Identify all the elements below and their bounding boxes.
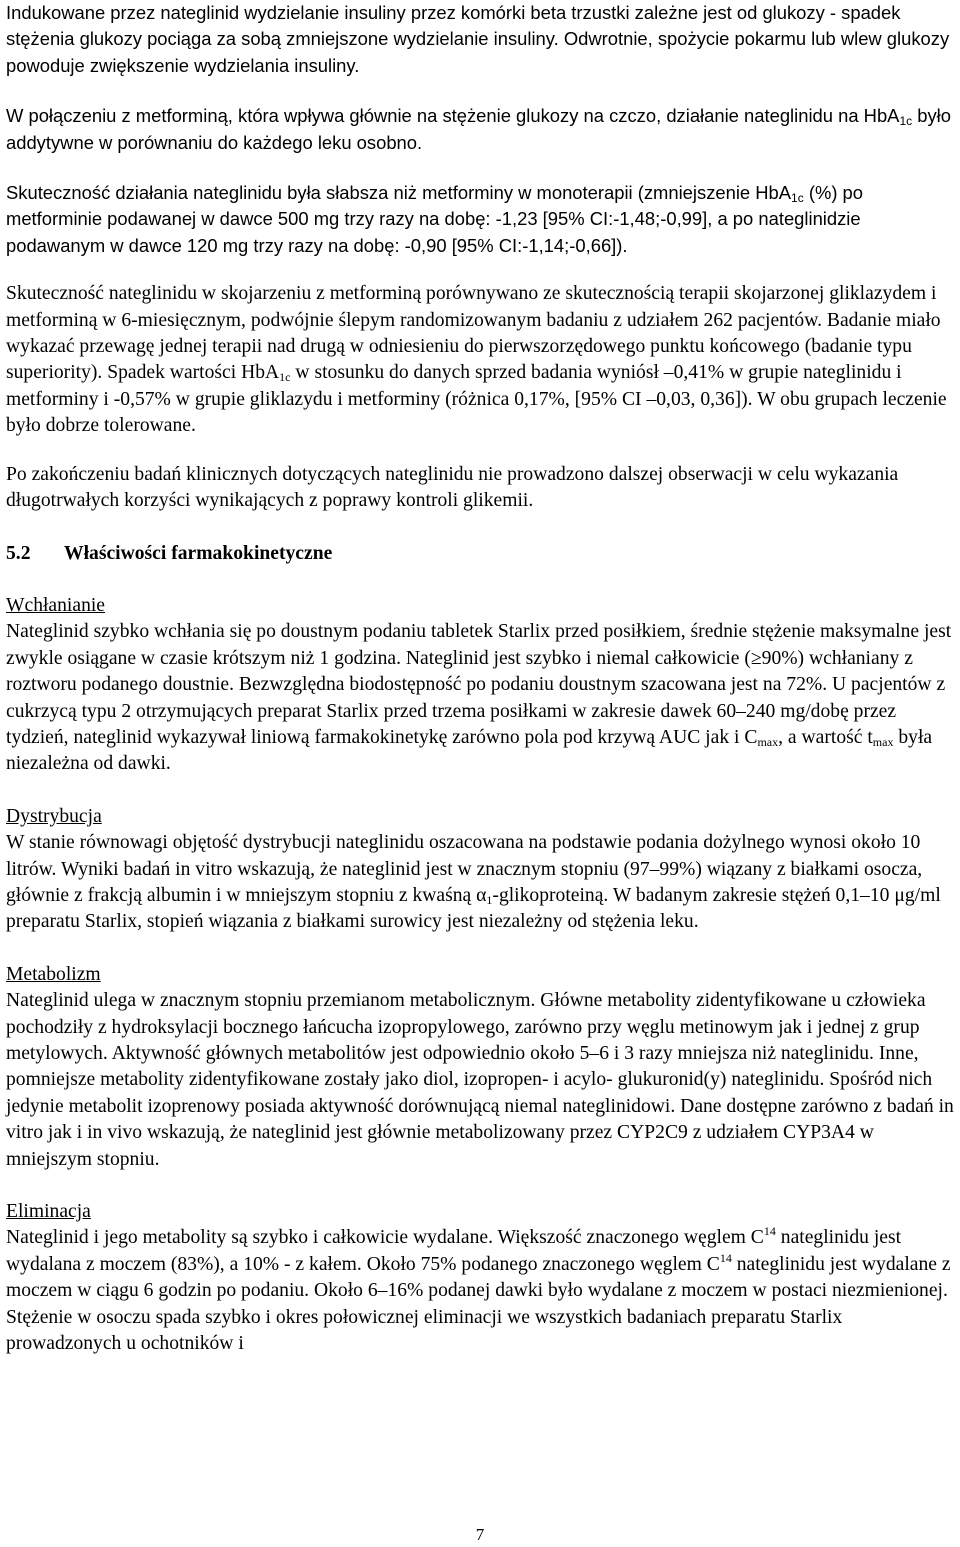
- subscript: max: [872, 734, 894, 749]
- paragraph-distribution: [6, 830, 958, 936]
- document-page: [6, 0, 958, 1357]
- text-run: , a wartość t: [778, 726, 873, 748]
- text-run: (%) po metforminie podawanej w dawce 500 mg trzy razy na dobę: -1,23 [95% CI:-1,48;-0,99], a po nateglinidzie podawanym w dawce 120 mg trzy razy na dobę: -0,90 [95% CI:-1,14;-0,66]).: [6, 182, 864, 256]
- paragraph-follow-up: Po zakończeniu badań klinicznych dotyczących nateglinidu nie prowadzono dalszej obserwacji w celu wykazania długotrwałych korzyści wynikających z poprawy kontroli glikemii.: [6, 463, 899, 512]
- section-heading: [6, 541, 958, 567]
- text-run: Skuteczność działania nateglinidu była słabsza niż metforminy w monoterapii (zmniejszenie HbA: [6, 182, 792, 204]
- subheading-absorption: Wchłanianie: [6, 594, 106, 616]
- paragraph-monotherapy-efficacy: [6, 180, 958, 259]
- paragraph-metabolism: Nateglinid ulega w znacznym stopniu przemianom metabolicznym. Główne metabolity zidentyfikowane u człowieka pochodziły z hydroksylacji bocznego łańcucha izopropylowego, zarówno przy węglu metinowym jak i jednej z grup metylowych. Aktywność głównych metabolitów jest odpowiednio około 5–6 i 3 razy mniejsza niż nateglinidu. Inne, pomniejsze metabolity zidentyfikowane zostały jako diol, izopropen- i acylo- glukuronid(y) nateglinidu. Spośród nich jedynie metabolit izoprenowy posiada aktywność dorównującą niemal nateglinidowi. Dane dostępne zarówno z badań in vitro jak i in vivo wskazują, że nateglinid jest głównie metabolizowany przez CYP2C9 z udziałem CYP3A4 w mniejszym stopniu.: [6, 990, 954, 1170]
- paragraph-combination-study: [6, 281, 958, 439]
- superscript: 14: [719, 1250, 732, 1265]
- text-run: było addytywne w porównaniu do każdego leku osobno.: [6, 105, 951, 153]
- subscript: 1c: [791, 191, 804, 206]
- alpha-symbol: α: [476, 884, 487, 906]
- text-run: W stanie równowagi objętość dystrybucji nateglinidu oszacowana na podstawie podania dożylnego wynosi około 10 litrów. Wyniki badań in vitro wskazują, że nateglinid jest w znacznym stopniu (97–99%) wiązany z białkami osocza, głównie z frakcją albumin i w mniejszym stopniu z kwaśną: [6, 832, 923, 906]
- subscript: max: [757, 734, 779, 749]
- text-run: 90%) wchłaniany z roztworu podanego doustnie. Bezwzględna biodostępność po podaniu doustnym szacowana jest na 72%. U pacjentów z cukrzycą typu 2 otrzymujących preparat Starlix przed trzema posiłkami w zakresie dawek 60–240 mg/dobę przez tydzień, nateglinid wykazywał liniową farmakokinetykę zarówno pola pod krzywą AUC jak i C: [6, 647, 946, 748]
- text-run: była niezależna od dawki.: [6, 726, 933, 775]
- text-run: Nateglinid i jego metabolity są szybko i całkowicie wydalane. Większość znaczonego węglem C: [6, 1227, 764, 1249]
- mu-symbol: μ: [894, 884, 905, 906]
- text-run: w stosunku do danych sprzed badania wyniósł –0,41% w grupie nateglinidu i metforminy i -0,57% w grupie gliklazydu i metforminy (różnica 0,17%, [95% CI –0,03, 0,36]). W obu grupach leczenie było dobrze tolerowane.: [6, 362, 947, 437]
- text-run: Nateglinid szybko wchłania się po doustnym podaniu tabletek Starlix przed posiłkiem, średnie stężenie maksymalne jest zwykle osiągane w czasie krótszym niż 1 godzina. Nateglinid jest szybko i niemal całkowicie (: [6, 621, 952, 669]
- greater-equal-symbol: ≥: [750, 647, 762, 669]
- subscript: 1c: [279, 370, 291, 385]
- subheading-metabolism: Metabolizm: [6, 963, 101, 985]
- subheading-distribution: Dystrybucja: [6, 805, 102, 827]
- paragraph-absorption: [6, 619, 958, 777]
- subscript: 1c: [899, 114, 913, 129]
- page-number: 7: [475, 1525, 485, 1544]
- text-run: nateglinidu jest wydalane z moczem w ciągu 6 godzin po podaniu. Około 6–16% podanej dawki było wydalane z moczem w postaci niezmienionej. Stężenie w osoczu spada szybko i okres połowicznej eliminacji we wszystkich badaniach preparatu Starlix prowadzonych u ochotników i: [6, 1253, 951, 1355]
- section-number: 5.2: [6, 542, 31, 564]
- section-title: Właściwości farmakokinetyczne: [64, 542, 333, 564]
- text-run: g/ml preparatu Starlix, stopień wiązania z białkami surowicy jest niezależny od stężenia leku.: [6, 884, 941, 933]
- paragraph-metformin-combination: [6, 103, 958, 156]
- paragraph-insulin-secretion: Indukowane przez nateglinid wydzielanie insuliny przez komórki beta trzustki zależne jest od glukozy - spadek stężenia glukozy pociąga za sobą zmniejszone wydzielanie insuliny. Odwrotnie, spożycie pokarmu lub wlew glukozy powoduje zwiększenie wydzielania insuliny.: [6, 2, 950, 76]
- paragraph-elimination: [6, 1225, 958, 1357]
- subheading-elimination: Eliminacja: [6, 1201, 91, 1223]
- subscript: 1: [486, 892, 493, 907]
- superscript: 14: [763, 1224, 776, 1239]
- text-run: W połączeniu z metforminą, która wpływa głównie na stężenie glukozy na czczo, działanie nateglinidu na HbA: [6, 105, 900, 127]
- text-run: nateglinidu jest wydalana z moczem (83%), a 10% - z kałem. Około 75% podanego znaczonego węglem C: [6, 1227, 902, 1275]
- text-run: -glikoproteiną. W badanym zakresie stężeń 0,1–10: [492, 884, 895, 906]
- text-run: Skuteczność nateglinidu w skojarzeniu z metforminą porównywano ze skutecznością terapii skojarzonej gliklazydem i metforminą w 6-miesięcznym, podwójnie ślepym randomizowanym badaniu z udziałem 262 pacjentów. Badanie miało wykazać przewagę jednej terapii nad drugą w odniesieniu do pierwszorzędowego punktu końcowego (badanie typu superiority). Spadek wartości HbA: [6, 283, 941, 384]
